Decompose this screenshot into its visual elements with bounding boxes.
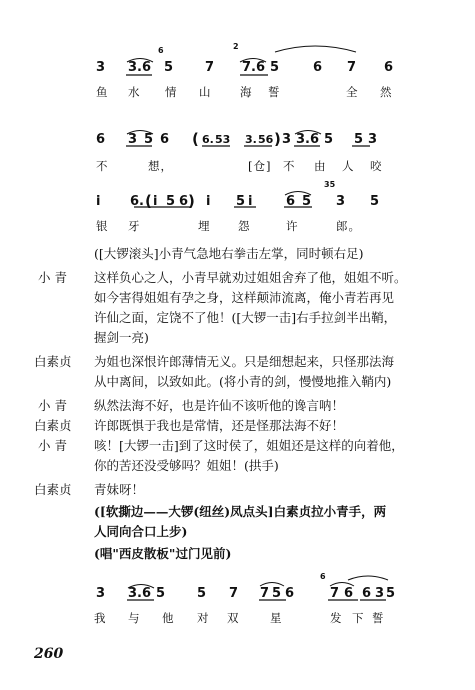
dialogue-line: 许郎既惧于我也是常情，还是怪那法海不好！ [94, 418, 345, 433]
note: 5 [144, 132, 154, 147]
stage-direction: ([软撕边——大锣(纽丝)凤点头]白素贞拉小青手，两 [94, 504, 387, 519]
note: 6 [96, 132, 106, 147]
note: 5 [370, 194, 380, 209]
speaker-name: 小 青 [38, 398, 67, 413]
note: 5 [386, 586, 396, 601]
lyric: 鱼 [96, 85, 109, 99]
note: 3. [296, 132, 310, 147]
lyric: 郎。 [336, 219, 361, 233]
note: 6. [130, 194, 144, 209]
dialogue-line: 握剑一亮) [94, 330, 149, 345]
lyric: 发 [330, 611, 343, 625]
stage-direction: 人同向合口上步) [94, 524, 188, 539]
note: 7. [242, 60, 256, 75]
stage-direction: ([大锣滚头]小青气急地右拳击左掌，同时顿右足) [94, 246, 364, 261]
stage-direction: (唱"西皮散板"过门见前) [94, 546, 232, 561]
note: 3 [375, 586, 385, 601]
note: 5 [354, 132, 364, 147]
note: 7 [347, 60, 357, 75]
page-number: 260 [34, 646, 64, 662]
note: 6 [313, 60, 323, 75]
note: 3 [128, 132, 138, 147]
lyric: 双 [227, 611, 240, 625]
lyric: 然 [380, 85, 393, 99]
note: i [153, 194, 158, 209]
dialogue-line: 你的苦还没受够吗？姐姐！(拱手) [94, 458, 279, 473]
note: 3 [368, 132, 378, 147]
dialogue-line: 如今害得姐姐有孕之身，这样颠沛流离，俺小青若再见 [94, 290, 395, 305]
lyric: 不 [283, 159, 296, 173]
note: 5 [166, 194, 176, 209]
note: 6 [142, 60, 152, 75]
note: 6 [142, 586, 152, 601]
note: 7 [205, 60, 215, 75]
dialogue-line: 这样负心之人，小青早就劝过姐姐舍弃了他，姐姐不听。 [94, 270, 407, 285]
dialogue-line: 纵然法海不好，也是许仙不该听他的谗言呐！ [94, 398, 345, 413]
note: 6. [202, 133, 214, 146]
lyric: 银 [96, 219, 109, 233]
note: 3. [128, 60, 142, 75]
lyric: 埋 [198, 219, 211, 233]
note: 3 [336, 194, 346, 209]
dialogue-line: 咳！[大锣一击]到了这时侯了，姐姐还是这样的向着他， [94, 438, 404, 453]
note: 5 [272, 586, 282, 601]
lyric: 誓 [372, 611, 385, 625]
lyric: 誓 [268, 85, 281, 99]
speaker-name: 小 青 [38, 438, 67, 453]
note: 3 [96, 586, 106, 601]
note: 7 [260, 586, 270, 601]
note: 7 [330, 586, 340, 601]
note: 3. [128, 586, 142, 601]
note: ) [274, 130, 281, 148]
note: 5 [324, 132, 334, 147]
dialogue-line: 许仙之面，定饶不了他！([大锣一击]右手拉剑半出鞘， [94, 310, 397, 325]
lyric: 海 [240, 85, 253, 99]
note: 7 [229, 586, 239, 601]
speaker-name: 小 青 [38, 270, 67, 285]
lyric: 怨 [238, 219, 251, 233]
note: 6 [286, 194, 296, 209]
note: 6 [256, 60, 266, 75]
note: 5 [236, 194, 246, 209]
note: 6 [344, 586, 354, 601]
lyric: [仓] [248, 159, 272, 173]
note: 3 [96, 60, 106, 75]
note: 5 [302, 194, 312, 209]
dialogue-line: 青妹呀！ [94, 482, 145, 497]
note: ) [188, 192, 195, 210]
note: ( [192, 130, 199, 148]
lyric: 情 [165, 85, 178, 99]
note: 6 [179, 194, 189, 209]
lyric: 牙 [128, 219, 141, 233]
note: 6 [310, 132, 320, 147]
lyric: 与 [128, 611, 141, 625]
dialogue-line: 从中离间，以致如此。(将小青的剑，慢慢地推入鞘内) [94, 374, 392, 389]
note: 56 [258, 133, 274, 146]
lyric: 我 [94, 611, 107, 625]
lyric: 许 [286, 219, 299, 233]
lyric: 想， [148, 159, 173, 173]
lyric: 水 [128, 85, 141, 99]
note: 53 [215, 133, 231, 146]
note: 6 [160, 132, 170, 147]
note: 5 [197, 586, 207, 601]
lyric: 全 [346, 85, 359, 99]
note: 5 [164, 60, 174, 75]
lyric: 他 [162, 611, 175, 625]
lyric: 对 [197, 611, 210, 625]
speaker-name: 白素贞 [34, 482, 72, 497]
note: 6 [285, 586, 295, 601]
note: i [248, 194, 253, 209]
note: 5 [156, 586, 166, 601]
speaker-name: 白素贞 [34, 418, 72, 433]
dialogue-line: 为姐也深恨许郎薄情无义。只是细想起来，只怪那法海 [94, 354, 395, 369]
lyric: 由 [314, 159, 327, 173]
note: ( [145, 192, 152, 210]
note: 6 [362, 586, 372, 601]
note: 5 [270, 60, 280, 75]
note: 3. [245, 133, 257, 146]
lyric: 山 [199, 85, 212, 99]
lyric: 下 [352, 611, 365, 625]
note: i [96, 194, 101, 209]
lyric: 不 [96, 159, 109, 173]
note: i [206, 194, 211, 209]
lyric: 人 [342, 159, 355, 173]
lyric: 星 [270, 611, 283, 625]
lyric: 咬 [370, 159, 383, 173]
note: 3 [282, 132, 292, 147]
note: 6 [384, 60, 394, 75]
speaker-name: 白素贞 [34, 354, 72, 369]
